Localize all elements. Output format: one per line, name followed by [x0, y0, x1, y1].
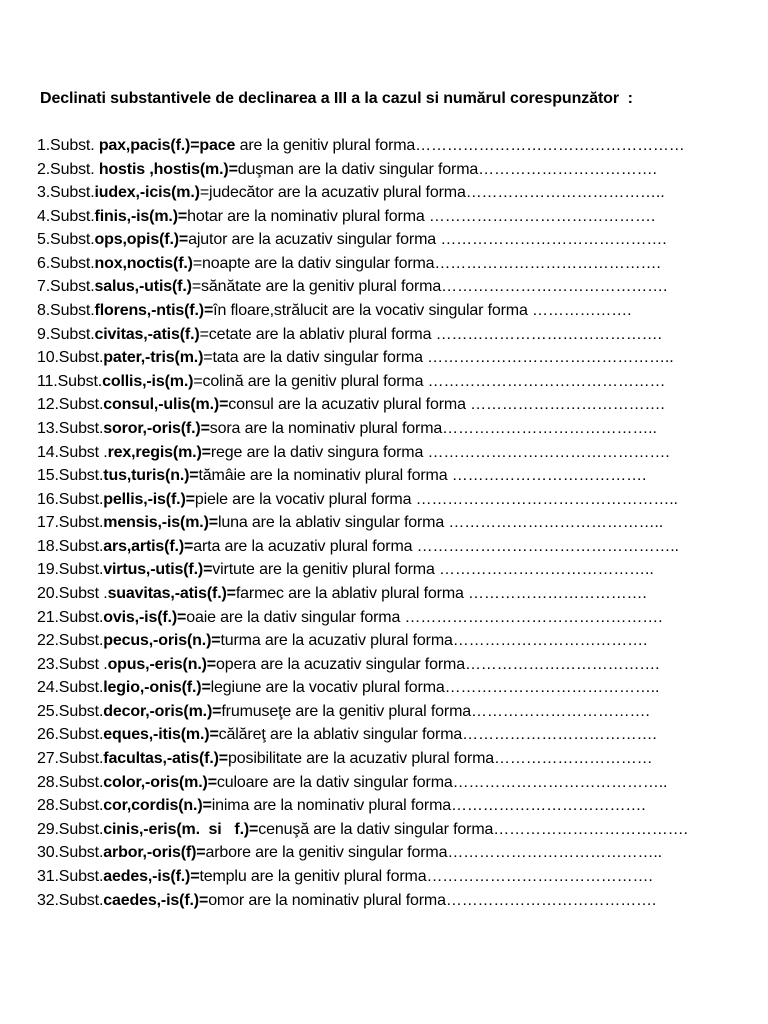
item-question: luna are la ablativ singular forma …………………………………..: [217, 514, 664, 532]
item-question: sora are la nominativ plural forma…………………………………..: [209, 419, 657, 437]
item-question: are la genitiv plural forma……………………………………………: [235, 137, 685, 154]
item-prefix: 27.Subst.: [37, 750, 104, 768]
item-prefix: 20.Subst .: [37, 584, 108, 602]
item-noun: facultas,-atis(f.)=: [103, 750, 229, 768]
item-question: arbore are la genitiv singular forma…………………………………..: [205, 844, 662, 862]
list-item: [37, 252, 752, 276]
list-item: [37, 441, 752, 465]
item-prefix: 31.Subst.: [37, 867, 104, 885]
item-question: arta are la acuzativ plural forma …………………………………………..: [193, 537, 679, 555]
list-item: [37, 700, 752, 724]
item-question: consul are la acuzativ plural forma ……………………………….: [228, 396, 665, 414]
item-prefix: 11.Subst.: [37, 372, 103, 390]
item-question: inima are la nominativ plural forma……………………………….: [211, 797, 646, 815]
item-prefix: 21.Subst.: [37, 608, 104, 626]
item-question: tămâie are la nominativ plural forma ……………………………….: [198, 467, 647, 485]
item-prefix: 10.Subst.: [37, 349, 104, 367]
item-noun: collis,-is(m.): [102, 372, 194, 390]
list-item: [37, 323, 752, 347]
item-noun: rex,regis(m.)=: [107, 443, 211, 461]
item-question: virtute are la genitiv plural forma …………………………………..: [212, 561, 654, 579]
item-noun: legio,-onis(f.)=: [103, 679, 211, 697]
list-item: [37, 464, 752, 488]
page-title: Declinati substantivele de declinarea a III a la cazul si numărul corespunzător :: [40, 90, 633, 107]
list-item: [37, 134, 752, 158]
item-prefix: 2.Subst.: [37, 160, 99, 178]
item-prefix: 13.Subst.: [37, 419, 104, 437]
item-prefix: 32.Subst.: [37, 891, 104, 909]
item-noun: mensis,-is(m.)=: [103, 514, 218, 532]
list-item: [37, 582, 752, 606]
item-question: posibilitate are la acuzativ plural forma…………………………: [228, 750, 653, 768]
list-item: [37, 488, 752, 512]
item-prefix: 23.Subst .: [37, 655, 108, 673]
item-noun: salus,-utis(f.): [94, 278, 192, 296]
list-item: [37, 417, 752, 441]
item-question: turma are la acuzativ plural forma……………………………….: [220, 632, 648, 650]
item-question: culoare are la dativ singular forma…………………………………..: [216, 773, 668, 791]
item-prefix: 25.Subst.: [37, 702, 104, 720]
item-noun: pax,pacis(f.)=pace: [98, 137, 236, 154]
item-prefix: 9.Subst.: [37, 325, 95, 343]
item-noun: arbor,-oris(f)=: [103, 844, 206, 862]
item-prefix: 5.Subst.: [37, 231, 95, 249]
item-noun: pellis,-is(f.)=: [103, 490, 195, 508]
item-noun: color,-oris(m.)=: [103, 773, 217, 791]
item-prefix: 1.Subst.: [37, 137, 99, 154]
item-question: opera are la acuzativ singular forma……………………………….: [216, 655, 660, 673]
list-item: [37, 653, 752, 677]
list-item: [37, 865, 752, 889]
list-item: [37, 558, 752, 582]
item-prefix: 3.Subst.: [37, 184, 95, 202]
item-question: =colină are la genitiv plural forma ………………………………………: [193, 372, 666, 390]
item-question: piele are la vocativ plural forma …………………………………………..: [194, 490, 678, 508]
item-question: călăreţ are la ablativ singular forma……………………………….: [218, 726, 657, 744]
item-question: ajutor are la acuzativ singular forma …………………………………….: [188, 231, 667, 249]
item-question: =judecător are la acuzativ plural forma………………………………..: [199, 184, 665, 202]
item-prefix: 6.Subst.: [37, 254, 95, 272]
list-item: [37, 771, 752, 795]
list-item: [37, 228, 752, 252]
item-question: templu are la genitiv plural forma…………………………………….: [199, 867, 653, 885]
item-noun: suavitas,-atis(f.)=: [107, 584, 236, 602]
item-prefix: 8.Subst.: [37, 302, 95, 320]
list-item: [37, 535, 752, 559]
item-question: duşman are la dativ singular forma…………………………….: [237, 160, 657, 178]
list-item: [37, 606, 752, 630]
list-item: [37, 275, 752, 299]
item-noun: opus,-eris(n.)=: [107, 655, 216, 673]
item-noun: hostis ,hostis(m.)=: [98, 160, 238, 178]
item-noun: cinis,-eris(m. si f.)=: [103, 820, 259, 838]
item-prefix: 17.Subst.: [37, 514, 104, 532]
item-prefix: 28.Subst.: [37, 797, 104, 815]
item-noun: florens,-ntis(f.)=: [94, 302, 214, 320]
list-item: [37, 818, 752, 842]
list-item: [37, 205, 752, 229]
list-item: [37, 346, 752, 370]
item-noun: ovis,-is(f.)=: [103, 608, 187, 626]
item-noun: ars,artis(f.)=: [103, 537, 194, 555]
list-item: [37, 841, 752, 865]
item-noun: iudex,-icis(m.): [94, 184, 200, 202]
list-item: [37, 723, 752, 747]
list-item: [37, 158, 752, 182]
item-noun: civitas,-atis(f.): [94, 325, 200, 343]
item-question: frumuseţe are la genitiv plural forma…………………………….: [221, 702, 650, 720]
item-prefix: 24.Subst.: [37, 679, 104, 697]
item-question: cenuşă are la dativ singular forma……………………………….: [258, 820, 688, 838]
item-question: omor are la nominativ plural forma………………………………….: [208, 891, 657, 909]
item-prefix: 26.Subst.: [37, 726, 104, 744]
item-noun: decor,-oris(m.)=: [103, 702, 222, 720]
item-prefix: 30.Subst.: [37, 844, 104, 862]
list-item: [37, 299, 752, 323]
list-item: [37, 794, 752, 818]
item-noun: pater,-tris(m.): [103, 349, 204, 367]
item-question: hotar are la nominativ plural forma …………………………………….: [187, 207, 656, 225]
item-prefix: 19.Subst.: [37, 561, 104, 579]
item-prefix: 18.Subst.: [37, 537, 104, 555]
exercise-list: [37, 134, 752, 912]
list-item: [37, 370, 752, 394]
item-noun: finis,-is(m.)=: [94, 207, 188, 225]
item-question: în floare,strălucit are la vocativ singular forma ……………….: [213, 302, 632, 320]
item-noun: tus,turis(n.)=: [103, 467, 199, 485]
list-item: [37, 629, 752, 653]
list-item: [37, 181, 752, 205]
item-noun: eques,-itis(m.)=: [103, 726, 219, 744]
item-prefix: 28.Subst.: [37, 773, 104, 791]
item-noun: aedes,-is(f.)=: [103, 867, 200, 885]
item-noun: consul,-ulis(m.)=: [103, 396, 229, 414]
item-question: =noapte are la dativ singular forma…………………………………….: [192, 254, 661, 272]
item-noun: ops,opis(f.)=: [94, 231, 189, 249]
item-question: =cetate are la ablativ plural forma …………………………………….: [199, 325, 662, 343]
item-prefix: 12.Subst.: [37, 396, 104, 414]
item-noun: cor,cordis(n.)=: [103, 797, 212, 815]
list-item: [37, 511, 752, 535]
item-question: rege are la dativ singura forma ……………………………………….: [210, 443, 670, 461]
item-noun: soror,-oris(f.)=: [103, 419, 210, 437]
item-question: =sănătate are la genitiv plural forma…………………………………….: [191, 278, 668, 296]
item-prefix: 4.Subst.: [37, 207, 95, 225]
item-prefix: 16.Subst.: [37, 490, 104, 508]
list-item: [37, 889, 752, 913]
item-question: legiune are la vocativ plural forma…………………………………..: [210, 679, 660, 697]
item-noun: caedes,-is(f.)=: [103, 891, 209, 909]
item-noun: nox,noctis(f.): [94, 254, 193, 272]
item-prefix: 14.Subst .: [37, 443, 108, 461]
item-question: oaie are la dativ singular forma ………………………………………….: [186, 608, 663, 626]
item-prefix: 15.Subst.: [37, 467, 104, 485]
item-noun: pecus,-oris(n.)=: [103, 632, 221, 650]
list-item: [37, 676, 752, 700]
item-question: =tata are la dativ singular forma ………………………………………..: [203, 349, 674, 367]
item-prefix: 29.Subst.: [37, 820, 104, 838]
list-item: [37, 747, 752, 771]
list-item: [37, 393, 752, 417]
item-noun: virtus,-utis(f.)=: [103, 561, 213, 579]
item-question: farmec are la ablativ plural forma …………………………….: [235, 584, 647, 602]
item-prefix: 22.Subst.: [37, 632, 104, 650]
item-prefix: 7.Subst.: [37, 278, 95, 296]
